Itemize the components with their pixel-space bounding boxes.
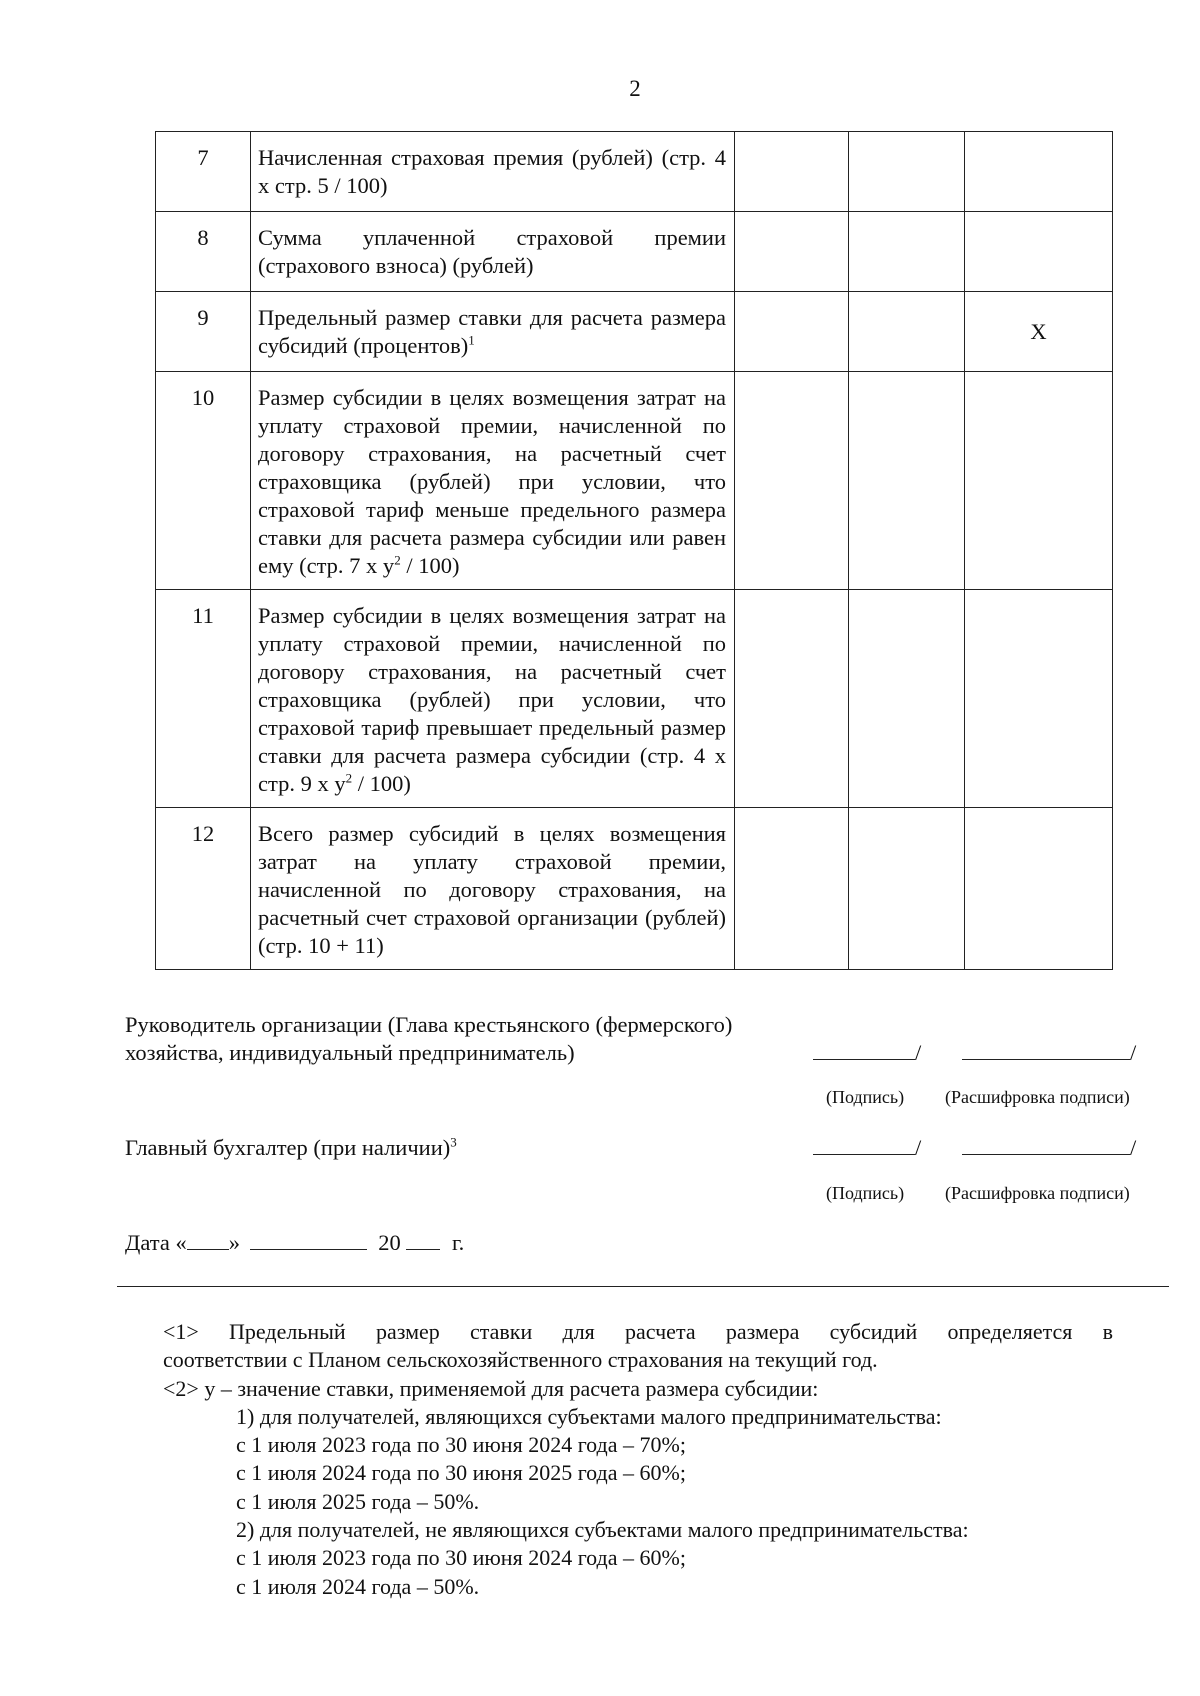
value-cell[interactable] [735,292,849,372]
day-input[interactable] [187,1229,229,1250]
date-field: Дата « » 20 г. [125,1230,465,1255]
value-cell[interactable] [735,372,849,590]
row-number: 8 [156,212,251,292]
row-description: Сумма уплаченной страховой премии (страхового взноса) (рублей) [251,212,735,292]
footnote-1: <1> Предельный размер ставки для расчета размера субсидий определяется в [163,1319,1113,1344]
table-row [156,590,1113,808]
value-cell[interactable] [849,292,965,372]
month-input[interactable] [250,1229,367,1250]
signature-caption: (Подпись) [826,1183,905,1203]
list-item: с 1 июля 2023 года по 30 июня 2024 года – 60%; [236,1545,686,1571]
value-cell[interactable] [849,590,965,808]
value-cell[interactable] [735,132,849,212]
row-number: 10 [156,372,251,590]
table-row [156,372,1113,590]
value-cell[interactable] [735,212,849,292]
head-title [125,1011,732,1067]
footnote-2: <2> у – значение ставки, применяемой для расчета размера субсидии: [163,1375,819,1401]
accountant-signature-field[interactable]: / [813,1134,921,1162]
footnote-ref: 2 [394,552,401,568]
signature-line[interactable] [813,1039,915,1060]
list-item: с 1 июля 2023 года по 30 июня 2024 года – 70%; [236,1432,686,1458]
not-applicable-mark: X [965,292,1113,372]
value-cell[interactable] [849,212,965,292]
row-description: Размер субсидии в целях возмещения затрат на уплату страховой премии, начисленной по договору страхования, на расчетный счет страховщика (рублей) при условии, что страховой тариф меньше предельного размера ставки для расчета размера субсидии или равен ему (стр. 7 х $у^2 / 100$) [251,372,735,590]
row-number: 9 [156,292,251,372]
footnote-ref: 2 [345,770,353,786]
list-item: с 1 июля 2025 года – 50%. [236,1488,480,1514]
list-item: с 1 июля 2024 года по 30 июня 2025 года – 60%; [236,1460,686,1486]
row-number: 12 [156,808,251,970]
table-row [156,808,1113,970]
subsidy-calculation-table [155,131,1113,970]
value-cell[interactable] [849,132,965,212]
page-number: 2 [629,76,641,101]
value-cell[interactable] [849,808,965,970]
head-title-line: Руководитель организации (Глава крестьянского (фермерского) [125,1012,733,1037]
decoding-caption: (Расшифровка подписи) [945,1183,1130,1203]
table-row [156,132,1113,212]
row-number: 11 [156,590,251,808]
footnote-ref: 3 [450,1134,457,1150]
signature-caption: (Подпись) [826,1087,905,1107]
row-description: Начисленная страховая премия (рублей) (стр. 4 х стр. 5 / 100) [251,132,735,212]
value-cell[interactable] [735,590,849,808]
decoding-line[interactable] [962,1039,1130,1060]
value-cell[interactable] [965,808,1113,970]
row-description: Размер субсидии в целях возмещения затрат на уплату страховой премии, начисленной по договору страхования, на расчетный счет страховщика (рублей) при условии, что страховой тариф превышает предельный размер ставки для расчета размера субсидии (стр. 4 х стр. 9 х $у^2 / 100$) [251,590,735,808]
group-1-title: 1) для получателей, являющихся субъектами малого предпринимательства: [236,1403,942,1429]
value-cell[interactable] [965,590,1113,808]
value-cell[interactable] [965,212,1113,292]
decoding-line[interactable] [962,1134,1130,1155]
table-row [156,292,1113,372]
value-cell[interactable] [849,372,965,590]
signature-line[interactable] [813,1134,915,1155]
footnote-1-cont: соответствии с Планом сельскохозяйственного страхования на текущий год. [163,1347,878,1373]
value-cell[interactable] [965,132,1113,212]
row-description: Всего размер субсидий в целях возмещения затрат на уплату страховой премии, начисленной по договору страхования, на расчетный счет страховой организации (рублей) (стр. 10 + 11) [251,808,735,970]
year-input[interactable] [406,1229,440,1250]
footnote-ref: 1 [468,332,475,348]
decoding-caption: (Расшифровка подписи) [945,1087,1130,1107]
footnotes [163,1318,1113,1601]
group-2-title: 2) для получателей, не являющихся субъектами малого предпринимательства: [236,1517,969,1543]
table-row [156,212,1113,292]
head-decoding-field[interactable]: / [962,1039,1136,1067]
accountant-decoding-field[interactable]: / [962,1134,1136,1162]
head-signature-field[interactable]: / [813,1039,921,1067]
value-cell[interactable] [735,808,849,970]
list-item: с 1 июля 2024 года – 50%. [236,1573,480,1599]
footnote-separator [117,1286,1169,1287]
accountant-title: Главный бухгалтер (при наличии)$^3$ [125,1134,457,1160]
row-description: Предельный размер ставки для расчета размера субсидий (процентов)$^1$ [251,292,735,372]
row-number: 7 [156,132,251,212]
value-cell[interactable] [965,372,1113,590]
head-title-line: хозяйства, индивидуальный предприниматель) [125,1040,575,1065]
